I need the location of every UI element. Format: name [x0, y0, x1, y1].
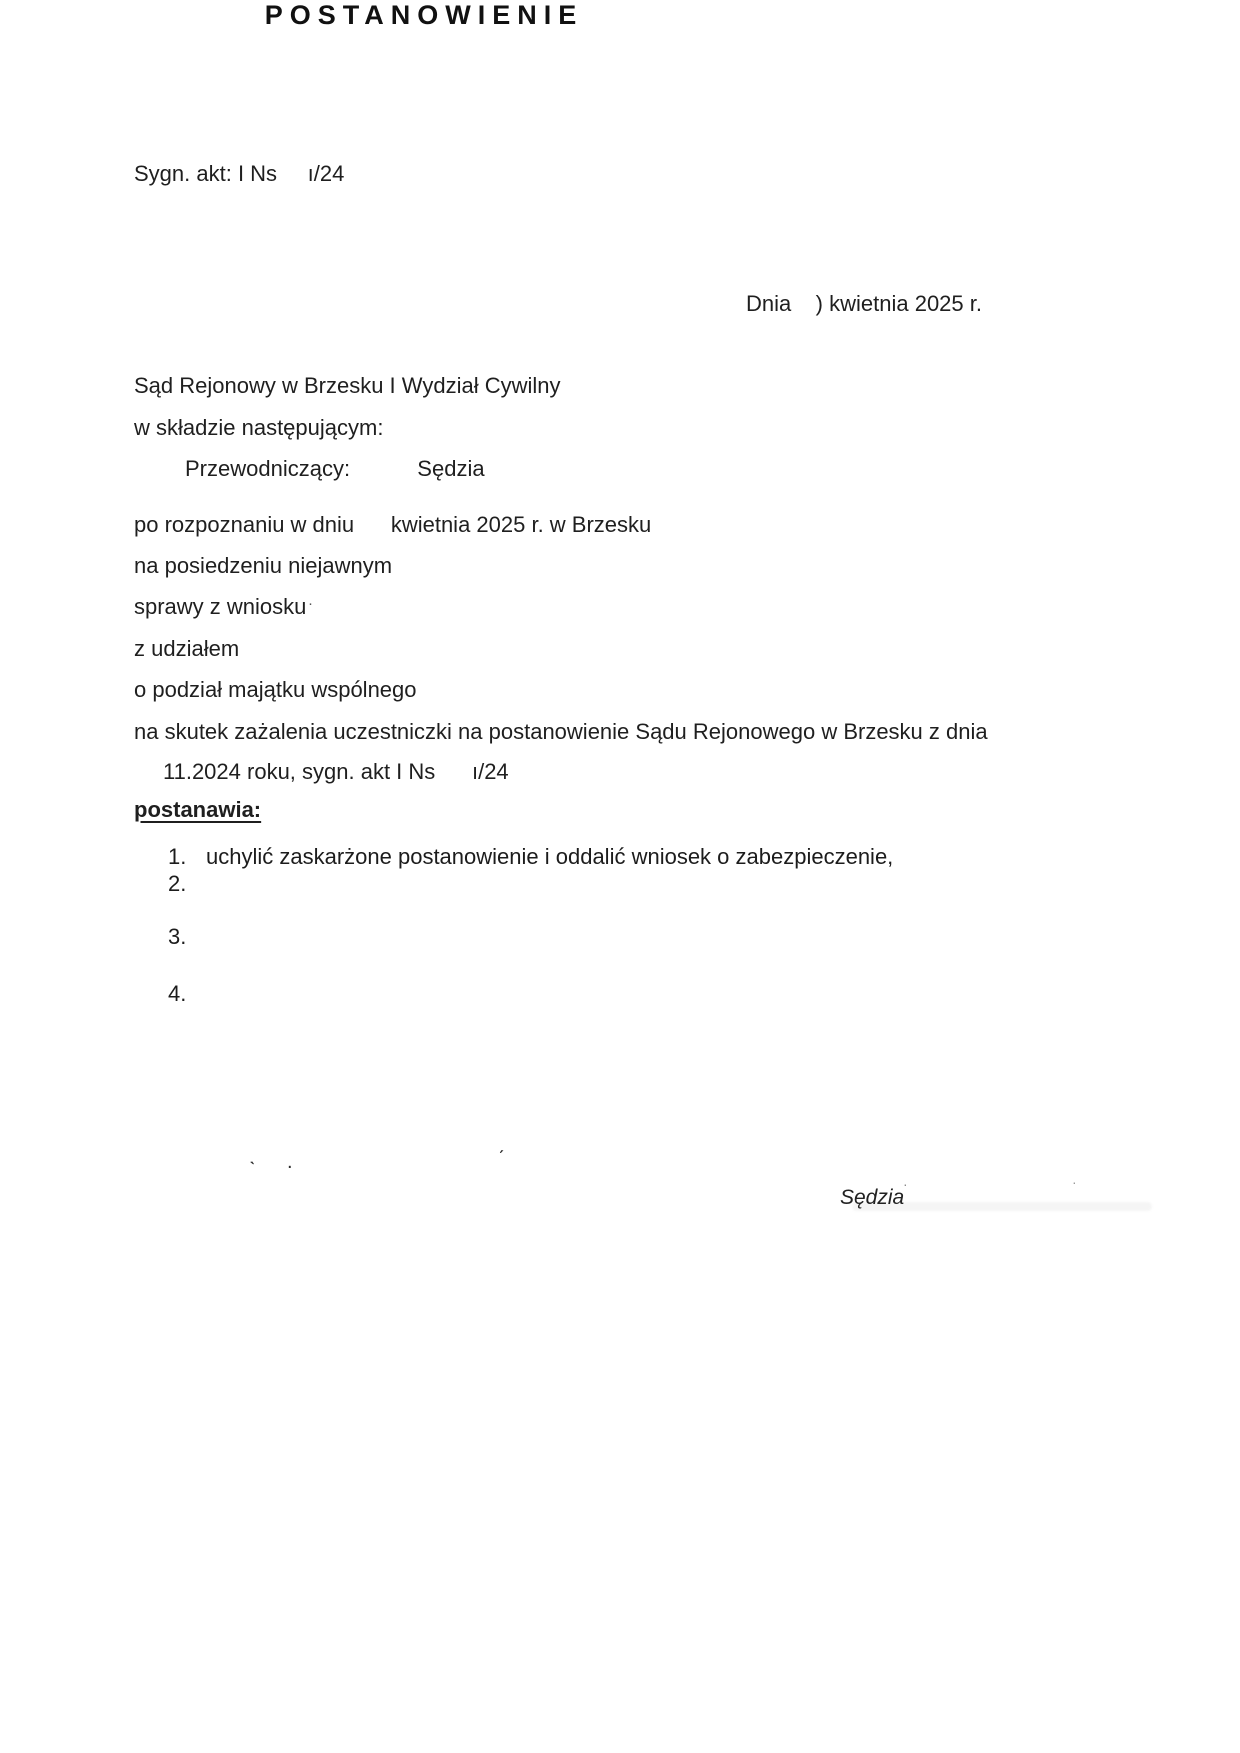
decision-item-3	[168, 923, 206, 951]
redaction-remnant-mark: ·	[903, 1176, 908, 1192]
court-name-line: Sąd Rejonowy w Brzesku I Wydział Cywilny	[134, 373, 561, 398]
case-number: Sygn. akt: I Ns ı/24	[134, 161, 345, 186]
decision-item-4	[168, 980, 206, 1008]
decision-item-1	[168, 843, 893, 871]
redaction-remnant-mark: ˊ	[498, 1148, 505, 1170]
decides-heading: postanawia:	[134, 797, 262, 822]
appeal-basis-line-1: na skutek zażalenia uczestniczki na postanowienie Sądu Rejonowego w Brzesku z dnia	[134, 719, 988, 744]
redaction-remnant-mark: ·	[308, 595, 313, 612]
applicant-line: sprawy z wniosku	[134, 594, 307, 619]
redaction-remnant-mark: .	[287, 1151, 293, 1173]
case-subject-line: o podział majątku wspólnego	[134, 677, 417, 702]
decision-item-text: uchylić zaskarżone postanowienie i oddalić wniosek o zabezpieczenie,	[206, 844, 894, 869]
decision-item-number: 3.	[168, 924, 187, 949]
composition-line: w składzie następującym:	[134, 415, 384, 440]
document-title: POSTANOWIENIE	[264, 0, 584, 30]
redaction-remnant-mark: ˋ	[248, 1158, 259, 1182]
judge-signature-label: Sędzia	[840, 1186, 905, 1209]
session-type-line: na posiedzeniu niejawnym	[134, 553, 393, 578]
participant-line: z udziałem	[134, 636, 240, 661]
hearing-date-line: po rozpoznaniu w dniu kwietnia 2025 r. w Brzesku	[134, 512, 652, 537]
appeal-basis-line-2: 11.2024 roku, sygn. akt I Ns ı/24	[163, 759, 509, 784]
decision-item-number: 4.	[168, 981, 187, 1006]
decision-item-number: 2.	[168, 871, 187, 896]
redaction-remnant-mark: ·	[1072, 1174, 1077, 1190]
date-line: Dnia ) kwietnia 2025 r.	[745, 291, 982, 316]
decision-item-2	[168, 870, 206, 898]
decision-item-number: 1.	[168, 844, 187, 869]
chairperson-line: Przewodniczący: Sędzia	[185, 456, 485, 481]
